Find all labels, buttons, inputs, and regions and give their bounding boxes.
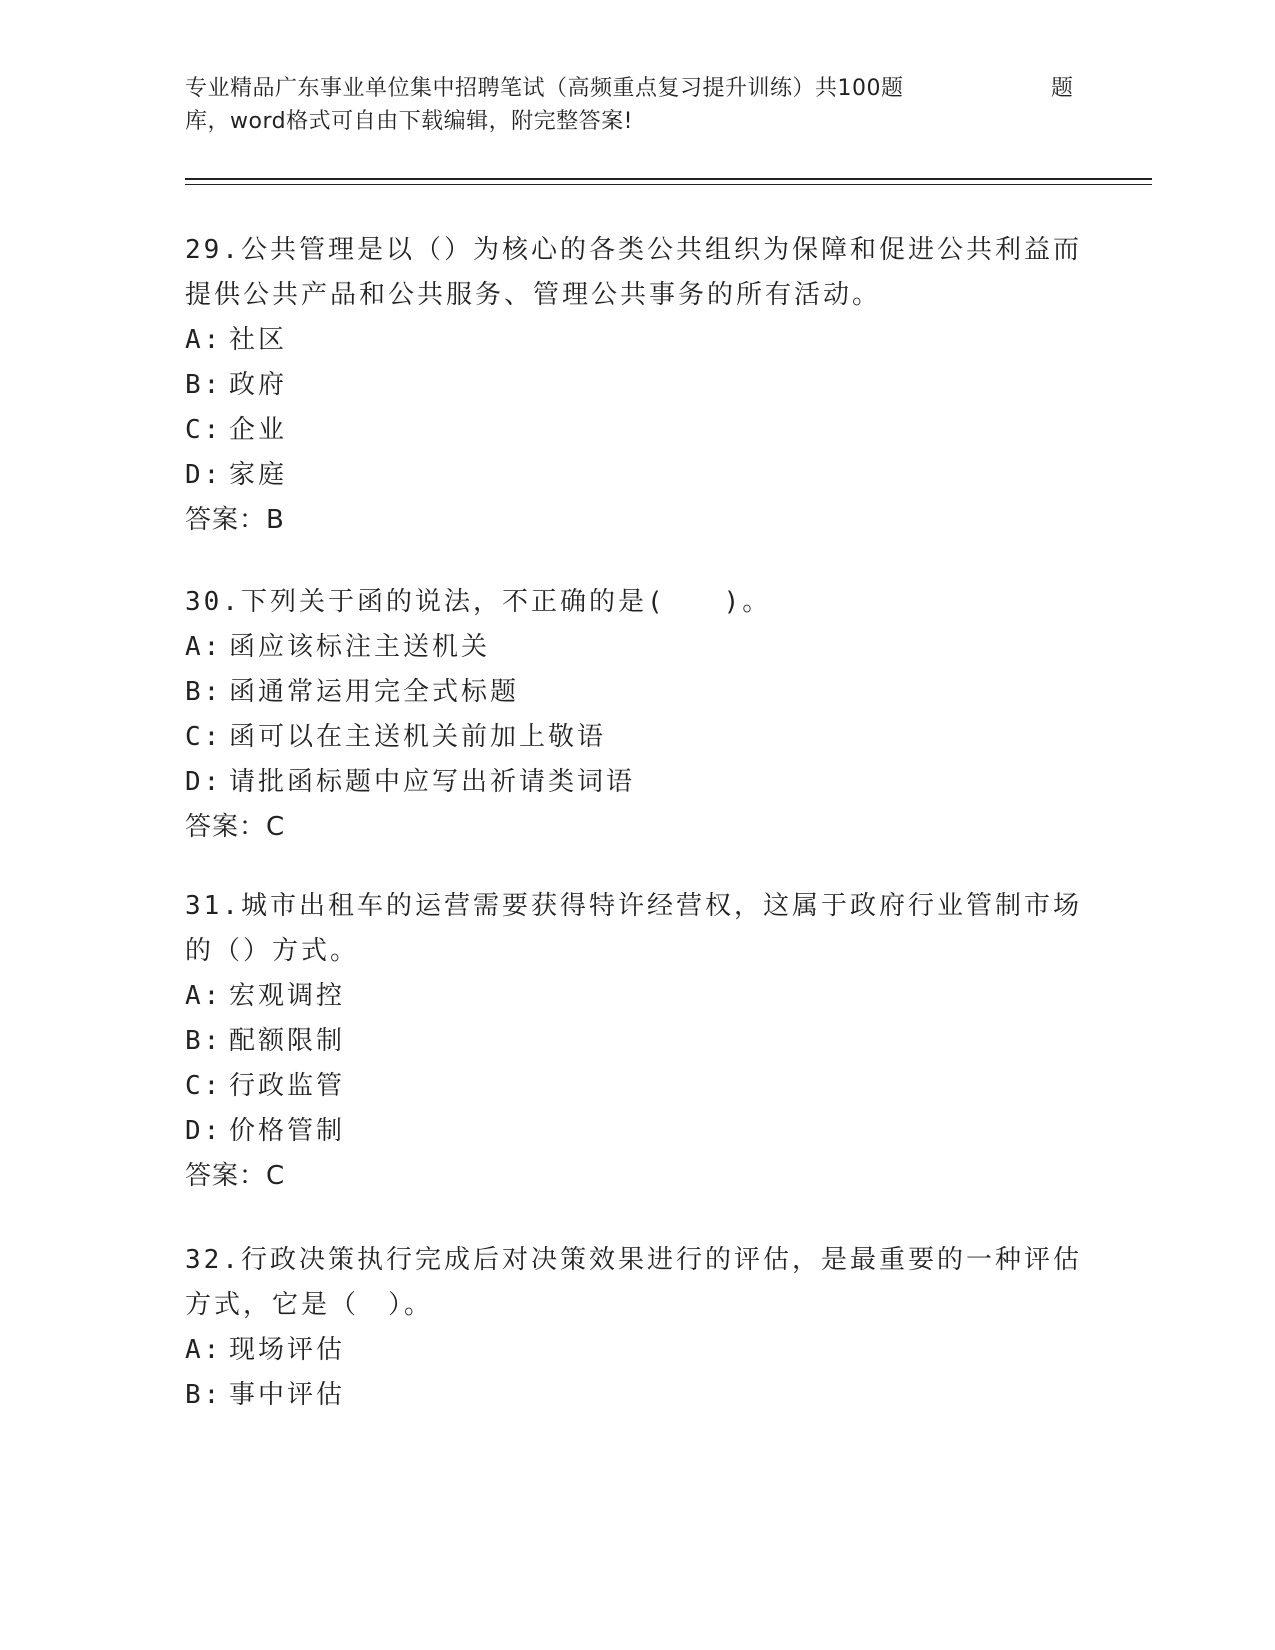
option-text: 请批函标题中应写出祈请类词语: [229, 767, 636, 797]
question-text: [185, 228, 1105, 318]
option-text: 行政监管: [229, 1071, 346, 1101]
option-b: [185, 1019, 1105, 1064]
option-a: [185, 625, 1105, 670]
option-c: [185, 715, 1105, 760]
option-key: A:: [185, 981, 223, 1011]
option-a: [185, 1328, 1105, 1373]
option-key: B:: [185, 1026, 223, 1056]
page-header: [185, 72, 1085, 138]
option-text: 企业: [229, 415, 288, 445]
question-text-line: 31.城市出租车的运营需要获得特许经营权，这属于政府行业管制市场: [185, 891, 1082, 921]
option-text: 宏观调控: [229, 981, 346, 1011]
option-a: [185, 974, 1105, 1019]
option-key: A:: [185, 1335, 223, 1365]
option-b: [185, 1373, 1105, 1418]
option-text: 现场评估: [229, 1335, 346, 1365]
option-text: 函应该标注主送机关: [229, 632, 491, 662]
option-key: A:: [185, 632, 223, 662]
option-d: [185, 453, 1105, 498]
option-key: C:: [185, 722, 223, 752]
option-text: 价格管制: [229, 1116, 346, 1146]
question-text: [185, 580, 1105, 625]
answer-line: 答案：C: [185, 812, 286, 842]
option-text: 政府: [229, 370, 288, 400]
option-text: 配额限制: [229, 1026, 346, 1056]
question-text-line: 32.行政决策执行完成后对决策效果进行的评估，是最重要的一种评估: [185, 1245, 1082, 1275]
option-key: D:: [185, 767, 223, 797]
option-text: 函可以在主送机关前加上敬语: [229, 722, 607, 752]
option-key: D:: [185, 460, 223, 490]
option-text: 社区: [229, 325, 288, 355]
question-text-line: 的（）方式。: [185, 936, 360, 966]
question-text-line: 提供公共产品和公共服务、管理公共事务的所有活动。: [185, 280, 882, 310]
question-text-line: 方式，它是（ ）。: [185, 1290, 434, 1320]
answer-line: 答案：C: [185, 1161, 286, 1191]
header-rule-thick: [185, 178, 1152, 180]
question-text: [185, 884, 1105, 974]
header-rule-thin: [185, 184, 1152, 185]
option-c: [185, 408, 1105, 453]
option-a: [185, 318, 1105, 363]
option-key: B:: [185, 1380, 223, 1410]
option-key: D:: [185, 1116, 223, 1146]
header-title-tail: 题: [1051, 76, 1074, 101]
question-text-line: 30.下列关于函的说法，不正确的是( )。: [185, 587, 772, 617]
option-d: [185, 1109, 1105, 1154]
option-b: [185, 670, 1105, 715]
option-b: [185, 363, 1105, 408]
header-title-line-1: 专业精品广东事业单位集中招聘笔试（高频重点复习提升训练）共100题: [185, 76, 904, 101]
question-32: [185, 1238, 1105, 1418]
option-text: 函通常运用完全式标题: [229, 677, 520, 707]
question-29: [185, 228, 1105, 543]
answer-line: 答案：B: [185, 505, 285, 535]
option-key: C:: [185, 415, 223, 445]
header-title-line-2: 库，word格式可自由下载编辑，附完整答案!: [185, 109, 633, 134]
question-31: [185, 884, 1105, 1199]
option-key: B:: [185, 370, 223, 400]
option-text: 家庭: [229, 460, 288, 490]
option-key: C:: [185, 1071, 223, 1101]
question-text: [185, 1238, 1105, 1328]
option-d: [185, 760, 1105, 805]
option-text: 事中评估: [229, 1380, 346, 1410]
question-30: [185, 580, 1105, 850]
option-key: B:: [185, 677, 223, 707]
option-key: A:: [185, 325, 223, 355]
option-c: [185, 1064, 1105, 1109]
question-text-line: 29.公共管理是以（）为核心的各类公共组织为保障和促进公共利益而: [185, 235, 1082, 265]
